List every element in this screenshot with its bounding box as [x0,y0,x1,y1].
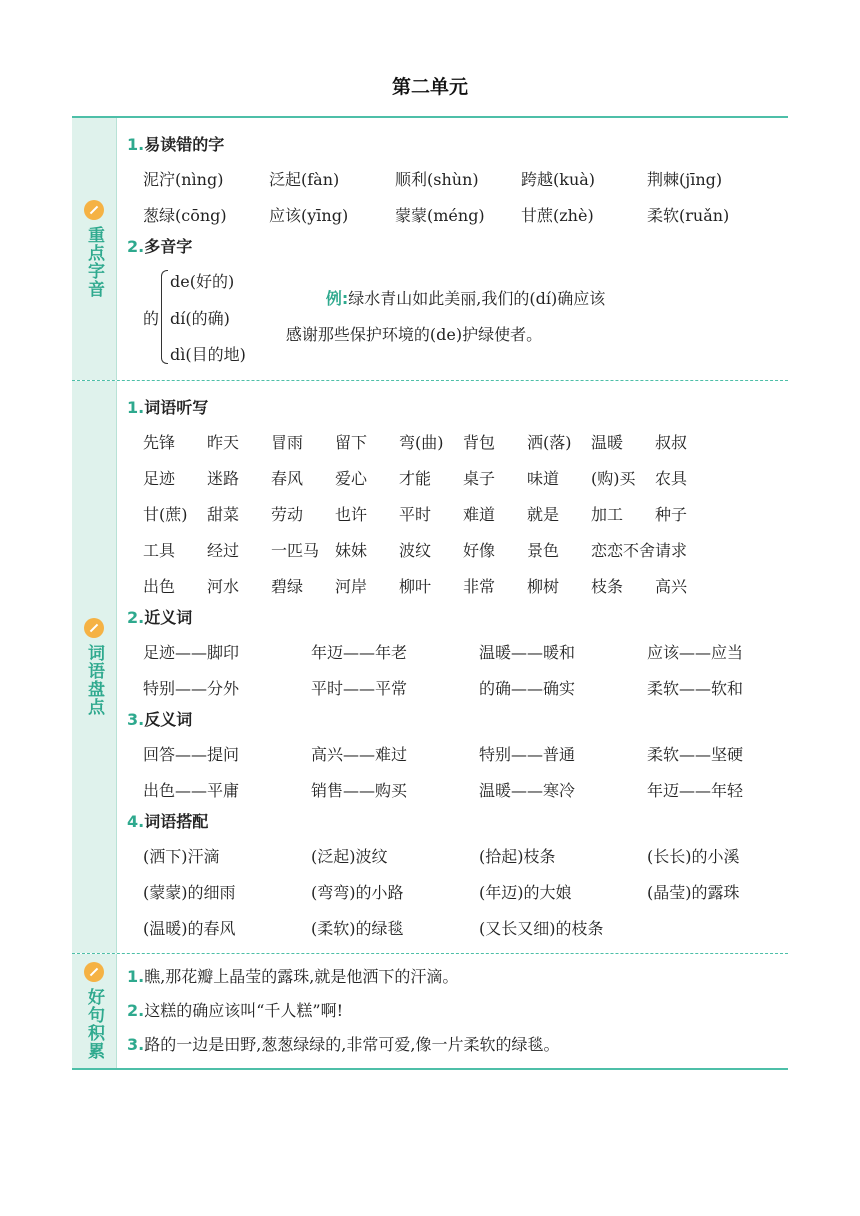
word: 才能 [399,468,432,488]
synonym-list [127,633,815,705]
collocation-row [127,909,815,945]
word: 洒(落) [527,432,572,452]
word: 柳树 [527,576,560,596]
word-row [127,531,815,567]
sentence: 1.瞧,那花瓣上晶莹的露珠,就是他洒下的汗滴。 [127,967,459,986]
collocation: (温暖)的春风 [143,918,236,938]
word: 景色 [527,540,560,560]
side-label: 重点字音 [84,226,104,298]
word: 高兴 [655,576,688,596]
side-tab [72,954,117,1068]
page-title: 第二单元 [391,76,468,98]
pinyin-item: 甘蔗(zhè) [521,205,594,225]
brace [161,270,168,364]
side-tab [72,118,117,380]
antonym-pair: 特别——普通 [479,744,576,764]
collocation: (年迈)的大娘 [479,882,572,902]
synonym-pair-row [127,633,815,669]
antonym-pair: 柔软——坚硬 [647,744,744,764]
collocation-list [127,837,815,945]
reading: dí(的确) [170,308,230,328]
synonym-pair: 柔软——软和 [647,678,744,698]
collocation: (长长)的小溪 [647,846,740,866]
word: 留下 [335,432,368,452]
word: 种子 [655,504,688,524]
collocation: (晶莹)的露珠 [647,882,740,902]
pinyin-item: 柔软(ruǎn) [647,205,730,225]
word: 冒雨 [271,432,304,452]
pinyin-item: 跨越(kuà) [521,169,596,189]
antonym-pair: 出色——平庸 [143,780,240,800]
collocation: (拾起)枝条 [479,846,556,866]
word: 河水 [207,576,240,596]
collocation: (又长又细)的枝条 [479,918,604,938]
section-content [117,381,823,953]
polyphone-char: 的 [143,308,160,328]
word: 春风 [271,468,304,488]
pinyin-item: 泥泞(nìng) [143,169,224,189]
word: 枝条 [591,576,624,596]
word: 恋恋不舍 [591,540,656,560]
word: 迷路 [207,468,240,488]
synonym-pair: 足迹——脚印 [143,642,240,662]
word-row [127,423,815,459]
synonym-pair: 平时——平常 [311,678,408,698]
pencil-icon [84,618,104,638]
pinyin-row [127,196,780,232]
word: 柳叶 [399,576,432,596]
example-text: 绿水青山如此美丽,我们的(dí)确应该 [348,289,606,308]
antonym-pair: 回答——提问 [143,744,240,764]
word: (购)买 [591,468,636,488]
heading: 1.易读错的字 [127,135,225,154]
word: 加工 [591,504,624,524]
pinyin-item: 荆棘(jīng) [647,169,723,189]
section-content [117,954,788,1068]
example [286,281,736,353]
word-row [127,459,815,495]
synonym-pair: 温暖——暖和 [479,642,576,662]
sentence: 3.路的一边是田野,葱葱绿绿的,非常可爱,像一片柔软的绿毯。 [127,1035,560,1054]
word: 出色 [143,576,176,596]
word: 甘(蔗) [143,504,188,524]
pinyin-item: 蒙蒙(méng) [395,205,485,225]
word: 非常 [463,576,496,596]
word: 甜菜 [207,504,240,524]
antonym-pair: 销售——购买 [311,780,408,800]
word: 碧绿 [271,576,304,596]
side-tab [72,381,117,953]
antonym-pair: 高兴——难过 [311,744,408,764]
pinyin-item: 葱绿(cōng) [143,205,227,225]
sentence: 2.这糕的确应该叫“千人糕”啊! [127,1001,344,1020]
word: 就是 [527,504,560,524]
synonym-pair: 年迈——年老 [311,642,408,662]
word: 经过 [207,540,240,560]
word: 背包 [463,432,496,452]
word: 先锋 [143,432,176,452]
collocation: (洒下)汗滴 [143,846,220,866]
word: 农具 [655,468,688,488]
collocation-row [127,873,815,909]
pinyin-item: 应该(yīng) [269,205,349,225]
word: 味道 [527,468,560,488]
collocation: (弯弯)的小路 [311,882,404,902]
word: 平时 [399,504,432,524]
word: 请求 [655,540,688,560]
synonym-pair: 特别——分外 [143,678,240,698]
word: 温暖 [591,432,624,452]
word: 劳动 [271,504,304,524]
pinyin-item: 顺利(shùn) [395,169,479,189]
word-row [127,567,815,603]
collocation: (蒙蒙)的细雨 [143,882,236,902]
section-words [72,381,788,954]
word: 一匹马 [271,540,320,560]
section-pronunciation [72,118,788,381]
reading: dì(目的地) [170,345,246,364]
side-label: 词语盘点 [84,644,104,716]
word: 爱心 [335,468,368,488]
heading: 2.近义词 [127,608,193,627]
word: 工具 [143,540,176,560]
word: 难道 [463,504,496,524]
side-label: 好句积累 [84,988,104,1060]
word: 好像 [463,540,496,560]
word-row [127,495,815,531]
antonym-pair-row [127,771,815,807]
antonym-pair-row [127,735,815,771]
content-table [72,116,788,1070]
pencil-icon [84,962,104,982]
pinyin-row [127,160,780,196]
section-sentences [72,954,788,1068]
word: 叔叔 [655,432,688,452]
word: 足迹 [143,468,176,488]
heading: 2.多音字 [127,237,193,256]
word: 波纹 [399,540,432,560]
section-content [117,118,788,380]
heading: 3.反义词 [127,710,193,729]
collocation: (泛起)波纹 [311,846,388,866]
antonym-pair: 年迈——年轻 [647,780,744,800]
reading: de(好的) [170,272,235,291]
word: 也许 [335,504,368,524]
dictation-list [127,423,815,603]
pencil-icon [84,200,104,220]
pinyin-item: 泛起(fàn) [269,169,340,189]
collocation-row [127,837,815,873]
word: 弯(曲) [399,432,444,452]
example-text: 感谢那些保护环境的(de)护绿使者。 [285,325,543,344]
antonym-pair: 温暖——寒冷 [479,780,576,800]
heading: 4.词语搭配 [127,812,209,831]
word: 河岸 [335,576,368,596]
polyphone-readings [170,269,246,365]
polyphone-block [127,262,780,372]
collocation: (柔软)的绿毯 [311,918,404,938]
example-label: 例: [325,289,349,308]
synonym-pair-row [127,669,815,705]
synonym-pair: 的确——确实 [479,678,576,698]
word: 昨天 [207,432,240,452]
word: 桌子 [463,468,496,488]
synonym-pair: 应该——应当 [647,642,744,662]
heading: 1.词语听写 [127,398,209,417]
antonym-list [127,735,815,807]
word: 妹妹 [335,540,368,560]
